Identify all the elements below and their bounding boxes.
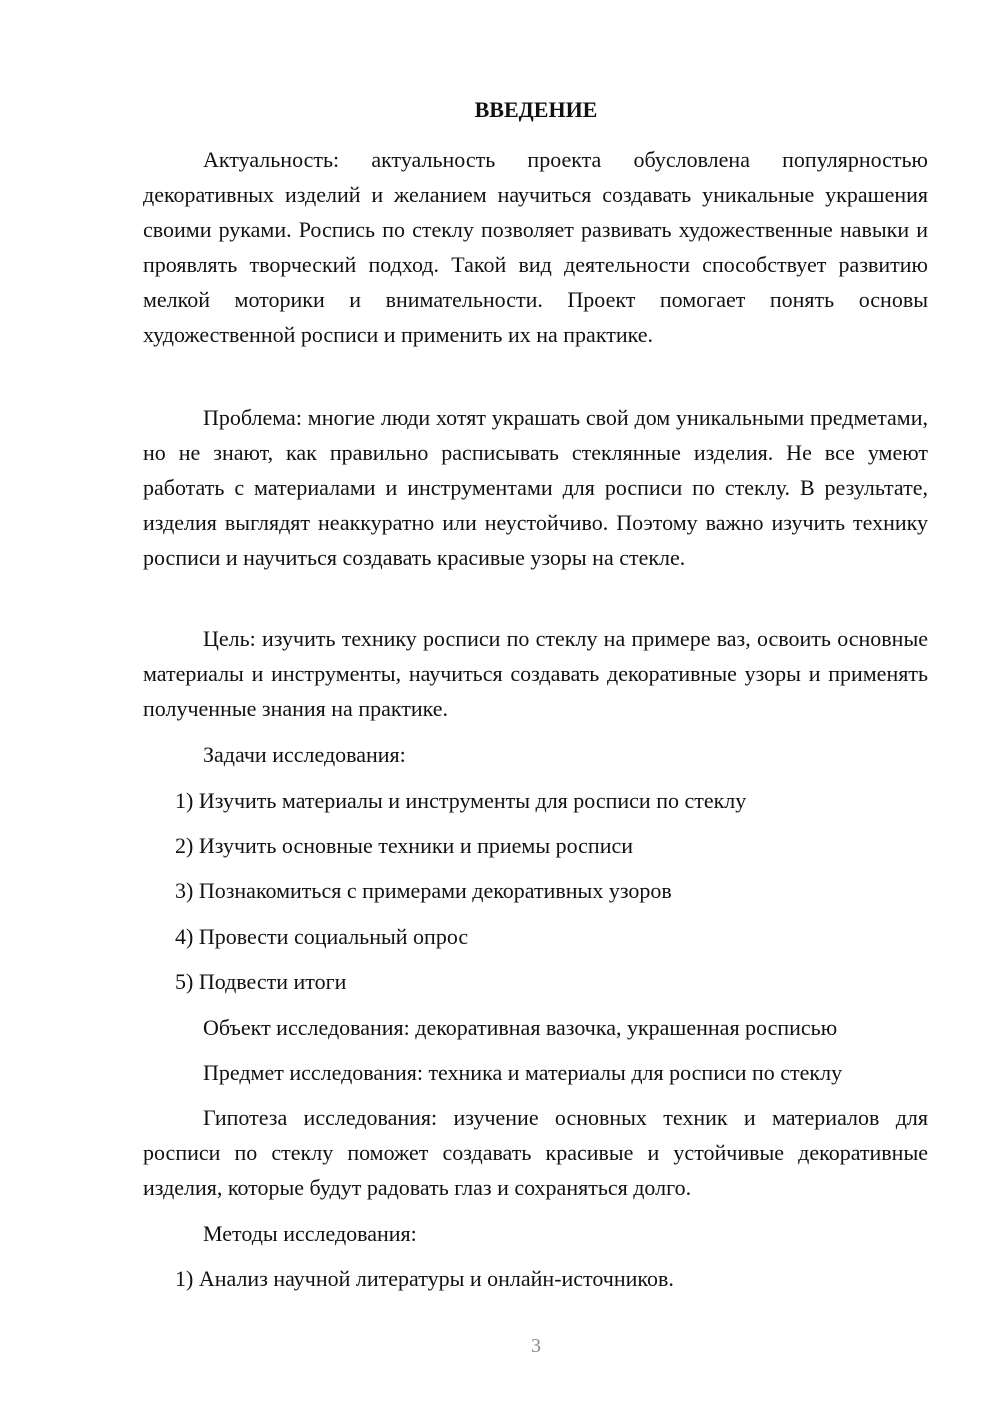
- list-item: 1) Изучить материалы и инструменты для росписи по стеклу: [175, 788, 747, 813]
- page-title: ВВЕДЕНИЕ: [474, 97, 598, 122]
- paragraph-relevance: Актуальность: актуальность проекта обусловлена популярностью декоративных изделий и желанием научиться создавать уникальные украшения своими руками. Роспись по стеклу позволяет развивать художественные навыки и проявлять творческий подход. Такой вид деятельности способствует развитию мелкой моторики и внимательности. Проект помогает понять основы художественной росписи и применить их на практике.: [143, 147, 928, 347]
- research-object: Объект исследования: декоративная вазочка, украшенная росписью: [203, 1015, 838, 1040]
- list-item: 4) Провести социальный опрос: [175, 924, 469, 949]
- list-item: 1) Анализ научной литературы и онлайн-источников.: [175, 1266, 674, 1291]
- tasks-title: Задачи исследования:: [203, 742, 406, 767]
- list-item: 5) Подвести итоги: [175, 969, 347, 994]
- paragraph-hypothesis: Гипотеза исследования: изучение основных техник и материалов для росписи по стеклу поможет создавать красивые и устойчивые декоративные изделия, которые будут радовать глаз и сохраняться долго.: [143, 1105, 928, 1200]
- paragraph-goal: Цель: изучить технику росписи по стеклу на примере ваз, освоить основные материалы и инструменты, научиться создавать декоративные узоры и применять полученные знания на практике.: [143, 626, 928, 721]
- research-subject: Предмет исследования: техника и материалы для росписи по стеклу: [203, 1060, 843, 1085]
- list-item: 3) Познакомиться с примерами декоративных узоров: [175, 878, 672, 903]
- page-number: 3: [531, 1335, 541, 1357]
- list-item: 2) Изучить основные техники и приемы росписи: [175, 833, 634, 858]
- paragraph-problem: Проблема: многие люди хотят украшать свой дом уникальными предметами, но не знают, как правильно расписывать стеклянные изделия. Не все умеют работать с материалами и инструментами для росписи по стеклу. В результате, изделия выглядят неаккуратно или неустойчиво. Поэтому важно изучить технику росписи и научиться создавать красивые узоры на стекле.: [143, 405, 928, 570]
- methods-title: Методы исследования:: [203, 1221, 417, 1246]
